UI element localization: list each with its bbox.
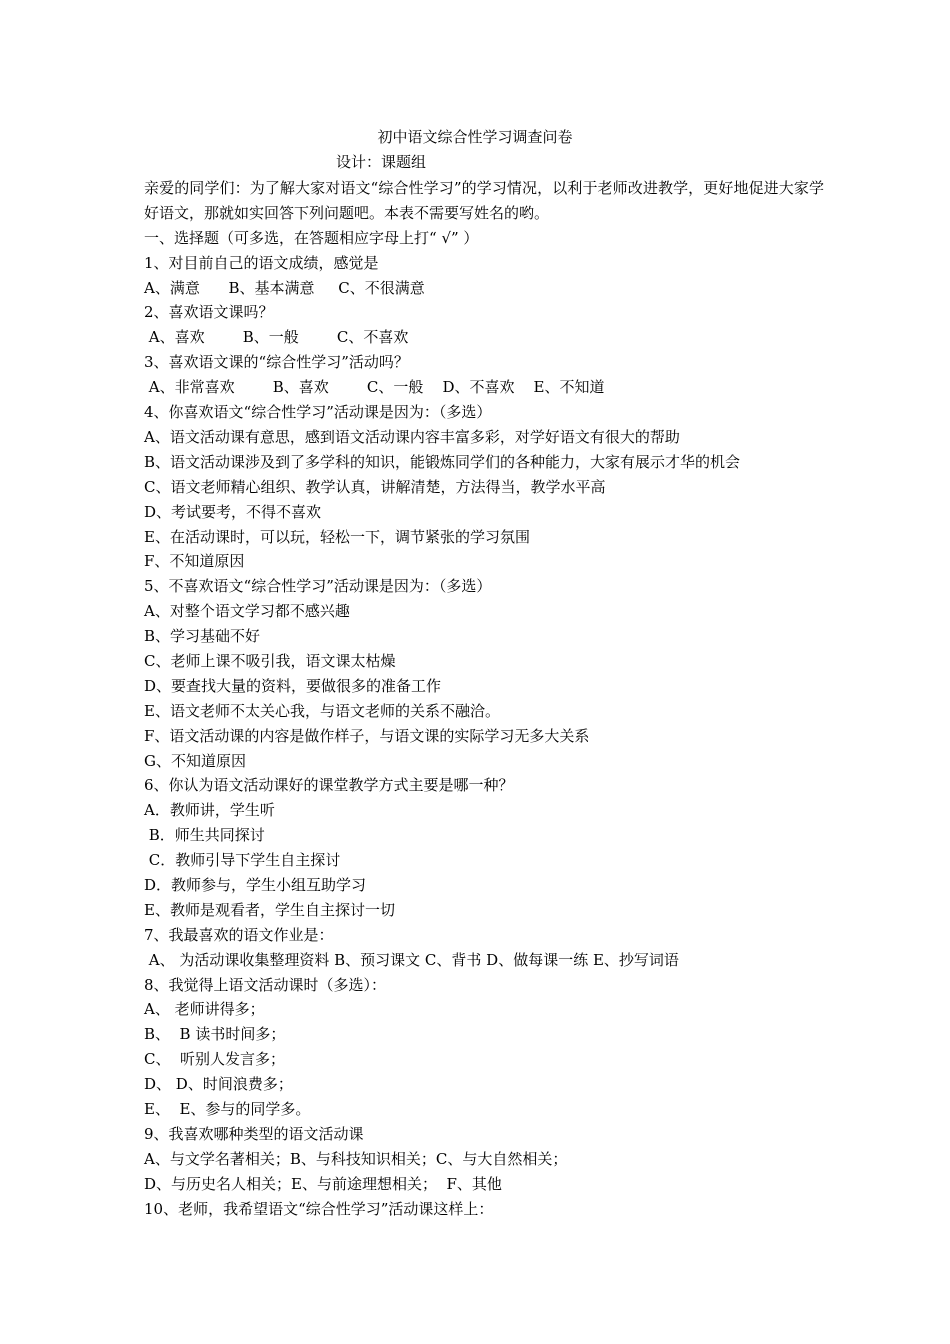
question-line: 一、选择题（可多选，在答题相应字母上打“ √” ） <box>144 228 479 247</box>
question-line: 10、老师，我希望语文“综合性学习”活动课这样上： <box>144 1199 494 1218</box>
question-line: A、 为活动课收集整理资料 B、预习课文 C、背书 D、做每课一练 E、抄写词语 <box>144 950 679 969</box>
question-line: E、语文老师不太关心我，与语文老师的关系不融洽。 <box>144 701 500 720</box>
question-line: F、语文活动课的内容是做作样子，与语文课的实际学习无多大关系 <box>144 726 590 745</box>
question-line: A．教师讲，学生听 <box>144 801 275 820</box>
question-line: A、语文活动课有意思，感到语文活动课内容丰富多彩，对学好语文有很大的帮助 <box>144 427 680 446</box>
question-line: D、 D、时间浪费多； <box>144 1075 293 1094</box>
question-line: A、非常喜欢 B、喜欢 C、一般 D、不喜欢 E、不知道 <box>144 378 605 397</box>
question-line: A、喜欢 B、一般 C、不喜欢 <box>144 328 409 347</box>
intro-paragraph: 亲爱的同学们：为了解大家对语文“综合性学习”的学习情况，以利于老师改进教学，更好地促进大家学好语文，那就如实回答下列问题吧。本表不需要写姓名的哟。 <box>144 179 824 222</box>
document-title: 初中语文综合性学习调查问卷 <box>377 128 573 146</box>
question-line: D、与历史名人相关；E、与前途理想相关； F、其他 <box>144 1174 502 1193</box>
question-line: A、对整个语文学习都不感兴趣 <box>144 602 350 621</box>
question-line: D、要查找大量的资料，要做很多的准备工作 <box>144 676 442 695</box>
question-line: E、 E、参与的同学多。 <box>144 1099 311 1118</box>
question-line: 1、对目前自己的语文成绩，感觉是 <box>144 253 379 272</box>
question-line: E、教师是观看者，学生自主探讨一切 <box>144 900 395 919</box>
question-line: 4、你喜欢语文“综合性学习”活动课是因为：（多选） <box>144 403 492 422</box>
question-line: B、 B 读书时间多； <box>144 1025 286 1044</box>
question-line: G、不知道原因 <box>144 751 246 770</box>
question-line: A、 老师讲得多； <box>144 1000 265 1019</box>
question-line: 7、我最喜欢的语文作业是： <box>144 925 334 944</box>
question-line: B．师生共同探讨 <box>144 826 265 845</box>
question-line: D．教师参与，学生小组互助学习 <box>144 875 367 894</box>
question-line: C、语文老师精心组织、教学认真，讲解清楚，方法得当，教学水平高 <box>144 477 606 496</box>
question-line: E、在活动课时，可以玩，轻松一下，调节紧张的学习氛围 <box>144 527 530 546</box>
question-line: 8、我觉得上语文活动课时（多选）： <box>144 975 387 994</box>
question-line: 2、喜欢语文课吗？ <box>144 303 274 322</box>
question-line: B、学习基础不好 <box>144 627 261 646</box>
designer-line: 设计：课题组 <box>336 153 427 171</box>
question-line: 3、喜欢语文课的“综合性学习”活动吗？ <box>144 353 409 372</box>
question-lines <box>144 226 824 1222</box>
question-line: 5、不喜欢语文“综合性学习”活动课是因为：（多选） <box>144 577 492 596</box>
questionnaire-body <box>144 176 824 1221</box>
question-line: 9、我喜欢哪种类型的语文活动课 <box>144 1124 364 1143</box>
question-line: A、与文学名著相关；B、与科技知识相关；C、与大自然相关； <box>144 1149 568 1168</box>
question-line: F、不知道原因 <box>144 552 245 571</box>
question-line: C、 听别人发言多； <box>144 1050 286 1069</box>
question-line: A、满意 B、基本满意 C、不很满意 <box>144 278 425 297</box>
question-line: C．教师引导下学生自主探讨 <box>144 851 341 870</box>
question-line: D、考试要考，不得不喜欢 <box>144 502 322 521</box>
question-line: 6、你认为语文活动课好的课堂教学方式主要是哪一种？ <box>144 776 514 795</box>
question-line: B、语文活动课涉及到了多学科的知识，能锻炼同学们的各种能力，大家有展示才华的机会 <box>144 452 741 471</box>
question-line: C、老师上课不吸引我，语文课太枯燥 <box>144 651 396 670</box>
